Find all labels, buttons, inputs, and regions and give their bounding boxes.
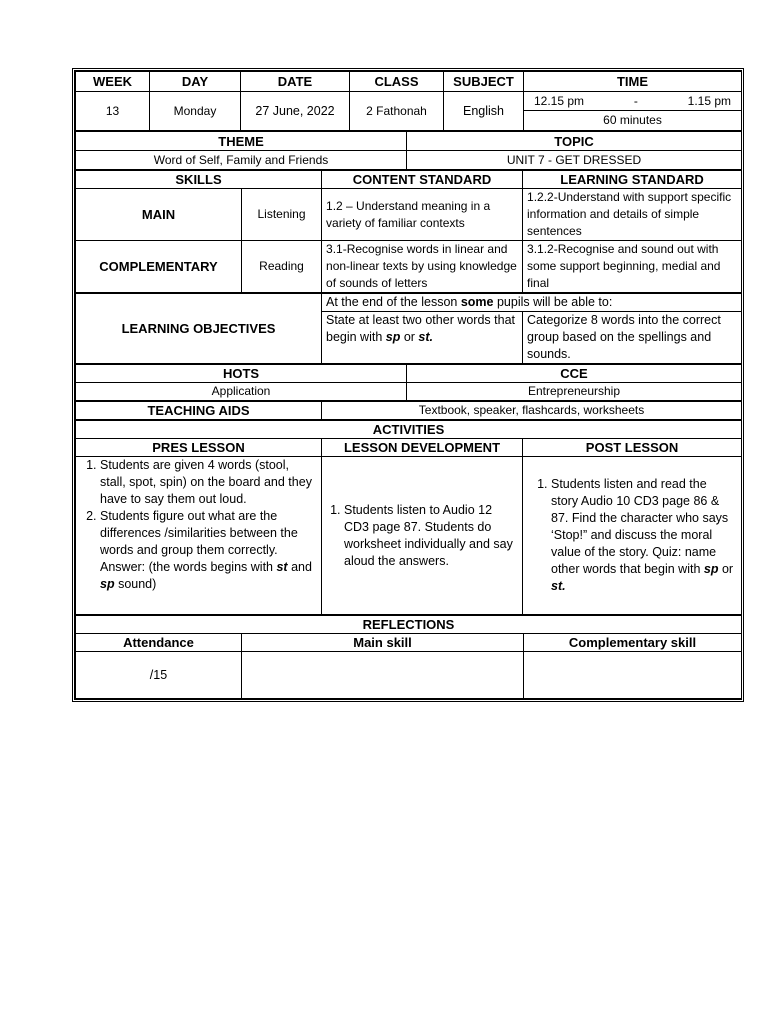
complementary-content-standard: 3.1-Recognise words in linear and non-linear texts by using knowledge of sounds of letters xyxy=(322,241,523,293)
cce-label: CCE xyxy=(407,365,742,383)
time-separator: - xyxy=(633,93,638,108)
objective-st: st. xyxy=(418,330,434,344)
date-label: DATE xyxy=(241,72,350,92)
hots-label: HOTS xyxy=(76,365,407,383)
class-value: 2 Fathonah xyxy=(350,92,444,131)
main-skill-label: MAIN xyxy=(76,189,242,241)
objective-right: Categorize 8 words into the correct group based on the spellings and sounds. xyxy=(523,312,742,364)
activities-table xyxy=(75,420,742,615)
subject-label: SUBJECT xyxy=(444,72,524,92)
post-item1-text: Students listen and read the story Audio 10 CD3 page 86 & 87. Find the character who says ‘Stop!” and discuss the moral value of the story. Quiz: name other words that begin with xyxy=(551,477,729,576)
objective-or: or xyxy=(400,330,419,344)
complementary-learning-standard: 3.1.2-Recognise and sound out with some support beginning, medial and final xyxy=(523,241,742,293)
complementary-skill-reflection[interactable] xyxy=(524,652,742,699)
main-content-standard: 1.2 – Understand meaning in a variety of familiar contexts xyxy=(322,189,523,241)
skills-table xyxy=(75,170,742,293)
main-skill-reflection-label: Main skill xyxy=(242,634,524,652)
day-label: DAY xyxy=(150,72,241,92)
lesson-plan-sheet xyxy=(72,68,744,702)
pre-item2-text: Students figure out what are the differences /similarities between the words and group them correctly. Answer: (the words begins with xyxy=(100,509,298,574)
skills-label: SKILLS xyxy=(76,171,322,189)
complementary-skill-reflection-label: Complementary skill xyxy=(524,634,742,652)
post-sp: sp xyxy=(703,562,719,576)
objective-left-text: State at least two other words that begin with xyxy=(326,313,515,344)
pre-lesson-item-2 xyxy=(100,508,317,593)
attendance-value: /15 xyxy=(76,652,242,699)
time-range xyxy=(524,92,741,111)
main-learning-standard: 1.2.2-Understand with support specific information and details of simple sentences xyxy=(523,189,742,241)
subject-value: English xyxy=(444,92,524,131)
date-value: 27 June, 2022 xyxy=(241,92,350,131)
week-label: WEEK xyxy=(76,72,150,92)
topic-label: TOPIC xyxy=(407,132,742,151)
pre-lesson-item-1: 1. Students are given 4 words (stool, stall, spot, spin) on the board and they have to say them out loud. xyxy=(100,457,317,508)
topic-value: UNIT 7 - GET DRESSED xyxy=(407,151,742,170)
time-label: TIME xyxy=(524,72,742,92)
objectives-intro-pre: At the end of the lesson xyxy=(326,295,461,309)
reflections-label: REFLECTIONS xyxy=(76,616,742,634)
pre-item2-sp: sp xyxy=(100,577,115,591)
main-skill-type: Listening xyxy=(242,189,322,241)
objectives-intro-post: pupils will be able to: xyxy=(493,295,613,309)
time-cell xyxy=(524,92,742,131)
hots-value: Application xyxy=(76,383,407,401)
pre-item2-and: and xyxy=(287,560,312,574)
pre-lesson-content xyxy=(76,457,322,615)
post-lesson-content xyxy=(523,457,742,615)
time-end: 1.15 pm xyxy=(687,93,731,108)
teaching-aids-table xyxy=(75,401,742,420)
activities-label: ACTIVITIES xyxy=(76,421,742,439)
learning-standard-label: LEARNING STANDARD xyxy=(523,171,742,189)
week-value: 13 xyxy=(76,92,150,131)
hots-cce-table xyxy=(75,364,742,401)
pre-lesson-label: PRES LESSON xyxy=(76,439,322,457)
theme-topic-table xyxy=(75,131,742,170)
time-start: 12.15 pm xyxy=(534,93,585,108)
complementary-skill-label: COMPLEMENTARY xyxy=(76,241,242,293)
teaching-aids-value: Textbook, speaker, flashcards, worksheets xyxy=(322,402,742,420)
lesson-development-item-1: 1. Students listen to Audio 12 CD3 page 87. Students do worksheet individually and say aloud the answers. xyxy=(344,502,518,570)
content-standard-label: CONTENT STANDARD xyxy=(322,171,523,189)
post-lesson-item-1 xyxy=(551,476,737,595)
pre-item2-end: sound) xyxy=(114,577,157,591)
objective-sp: sp xyxy=(385,330,401,344)
post-st: st. xyxy=(551,579,566,593)
theme-value: Word of Self, Family and Friends xyxy=(76,151,407,170)
duration: 60 minutes xyxy=(603,113,662,127)
day-value: Monday xyxy=(150,92,241,131)
pre-item2-st: st xyxy=(276,560,288,574)
post-lesson-label: POST LESSON xyxy=(523,439,742,457)
teaching-aids-label: TEACHING AIDS xyxy=(76,402,322,420)
cce-value: Entrepreneurship xyxy=(407,383,742,401)
class-label: CLASS xyxy=(350,72,444,92)
attendance-label: Attendance xyxy=(76,634,242,652)
reflections-table xyxy=(75,615,742,699)
lesson-plan-table xyxy=(75,71,742,131)
main-skill-reflection[interactable] xyxy=(242,652,524,699)
lesson-development-content xyxy=(322,457,523,615)
objective-left xyxy=(322,312,523,364)
post-or: or xyxy=(718,562,734,576)
objectives-label: LEARNING OBJECTIVES xyxy=(76,294,322,364)
theme-label: THEME xyxy=(76,132,407,151)
objectives-intro-bold: some xyxy=(460,295,494,309)
objectives-intro xyxy=(322,294,742,312)
lesson-development-label: LESSON DEVELOPMENT xyxy=(322,439,523,457)
objectives-table xyxy=(75,293,742,364)
complementary-skill-type: Reading xyxy=(242,241,322,293)
